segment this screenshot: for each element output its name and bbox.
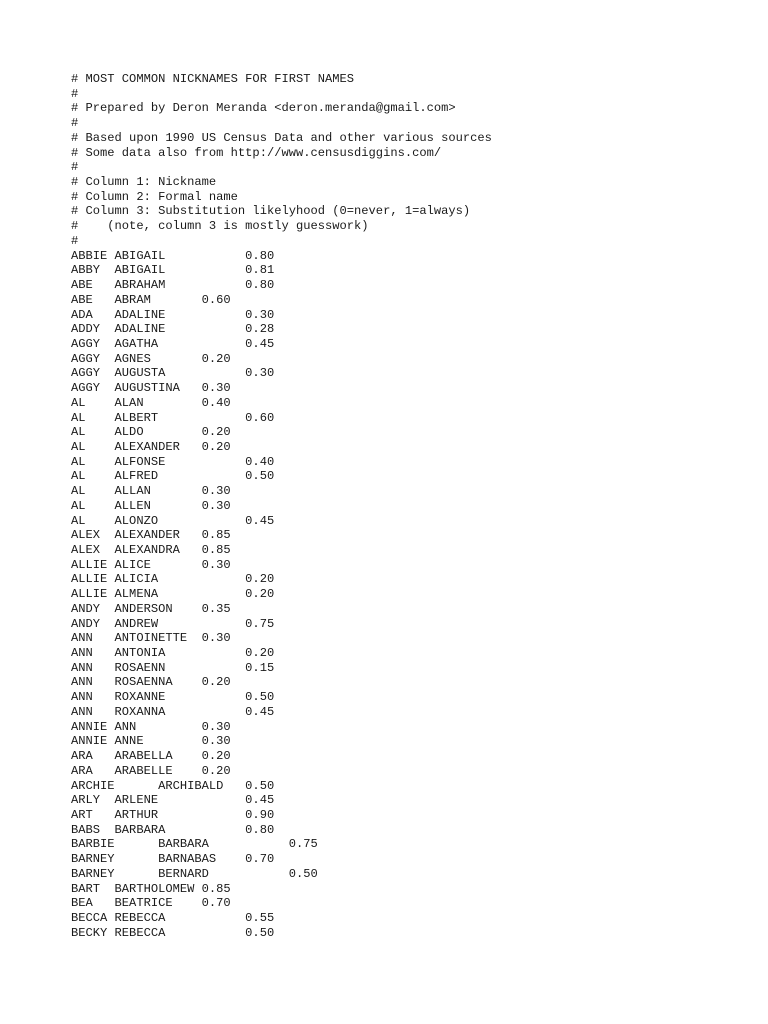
text-line: #	[71, 160, 79, 175]
text-line: AL ALAN 0.40	[71, 395, 231, 410]
text-line: AGGY AGATHA 0.45	[71, 336, 275, 351]
text-line: AGGY AUGUSTINA 0.30	[71, 381, 231, 396]
text-line: ANDY ANDERSON 0.35	[71, 601, 231, 616]
text-line: # Based upon 1990 US Census Data and other various sources	[71, 130, 492, 145]
text-line: ARCHIE ARCHIBALD 0.50	[71, 778, 275, 793]
text-line: ADA ADALINE 0.30	[71, 307, 275, 322]
text-line: ABE ABRAHAM 0.80	[71, 278, 275, 293]
text-line: BARNEY BARNABAS 0.70	[71, 852, 275, 867]
text-line: ANN ANTONIA 0.20	[71, 646, 275, 661]
text-line: AL ALFRED 0.50	[71, 469, 275, 484]
text-line: #	[71, 86, 79, 101]
text-line: ANN ROXANNA 0.45	[71, 704, 275, 719]
text-line: ANN ROSAENN 0.15	[71, 660, 275, 675]
text-line: ABE ABRAM 0.60	[71, 292, 231, 307]
text-line: ALLIE ALMENA 0.20	[71, 587, 275, 602]
text-line: AL ALLEN 0.30	[71, 498, 231, 513]
text-line: ABBIE ABIGAIL 0.80	[71, 248, 275, 263]
text-line: AL ALBERT 0.60	[71, 410, 275, 425]
text-line: BEA BEATRICE 0.70	[71, 896, 231, 911]
text-line: BABS BARBARA 0.80	[71, 822, 275, 837]
text-line: ADDY ADALINE 0.28	[71, 322, 275, 337]
text-line: ALLIE ALICE 0.30	[71, 557, 231, 572]
text-line: # Some data also from http://www.censusdiggins.com/	[71, 145, 442, 160]
text-line: BECCA REBECCA 0.55	[71, 910, 275, 925]
text-line: #	[71, 116, 79, 131]
text-line: ANN ROSAENNA 0.20	[71, 675, 231, 690]
text-line: ANNIE ANN 0.30	[71, 719, 231, 734]
text-line: # Column 1: Nickname	[71, 175, 217, 190]
text-line: AL ALLAN 0.30	[71, 484, 231, 499]
text-line: AGGY AUGUSTA 0.30	[71, 366, 275, 381]
text-line: BARNEY BERNARD 0.50	[71, 866, 318, 881]
text-line: ANN ROXANNE 0.50	[71, 690, 275, 705]
document-text	[71, 72, 492, 940]
text-line: ARA ARABELLA 0.20	[71, 749, 231, 764]
text-line: ANNIE ANNE 0.30	[71, 734, 231, 749]
text-line: AGGY AGNES 0.20	[71, 351, 231, 366]
text-line: # Prepared by Deron Meranda <deron.meranda@gmail.com>	[71, 101, 456, 116]
text-line: ARLY ARLENE 0.45	[71, 793, 275, 808]
text-line: ANDY ANDREW 0.75	[71, 616, 275, 631]
text-line: # (note, column 3 is mostly guesswork)	[71, 219, 369, 234]
text-line: BART BARTHOLOMEW 0.85	[71, 881, 231, 896]
text-line: ART ARTHUR 0.90	[71, 807, 275, 822]
text-line: ALEX ALEXANDER 0.85	[71, 528, 231, 543]
text-line: BARBIE BARBARA 0.75	[71, 837, 318, 852]
text-line: AL ALFONSE 0.40	[71, 454, 275, 469]
text-line: AL ALEXANDER 0.20	[71, 439, 231, 454]
text-line: AL ALDO 0.20	[71, 425, 231, 440]
text-line: AL ALONZO 0.45	[71, 513, 275, 528]
text-line: # Column 2: Formal name	[71, 189, 238, 204]
text-line: ALEX ALEXANDRA 0.85	[71, 543, 231, 557]
text-line: ARA ARABELLE 0.20	[71, 763, 231, 778]
text-line: ANN ANTOINETTE 0.30	[71, 631, 231, 646]
text-line: ABBY ABIGAIL 0.81	[71, 263, 275, 278]
text-line: BECKY REBECCA 0.50	[71, 925, 275, 940]
text-line: #	[71, 233, 79, 248]
text-line: # Column 3: Substitution likelyhood (0=never, 1=always)	[71, 204, 471, 219]
text-line: ALLIE ALICIA 0.20	[71, 572, 275, 587]
text-line: # MOST COMMON NICKNAMES FOR FIRST NAMES	[71, 72, 355, 86]
